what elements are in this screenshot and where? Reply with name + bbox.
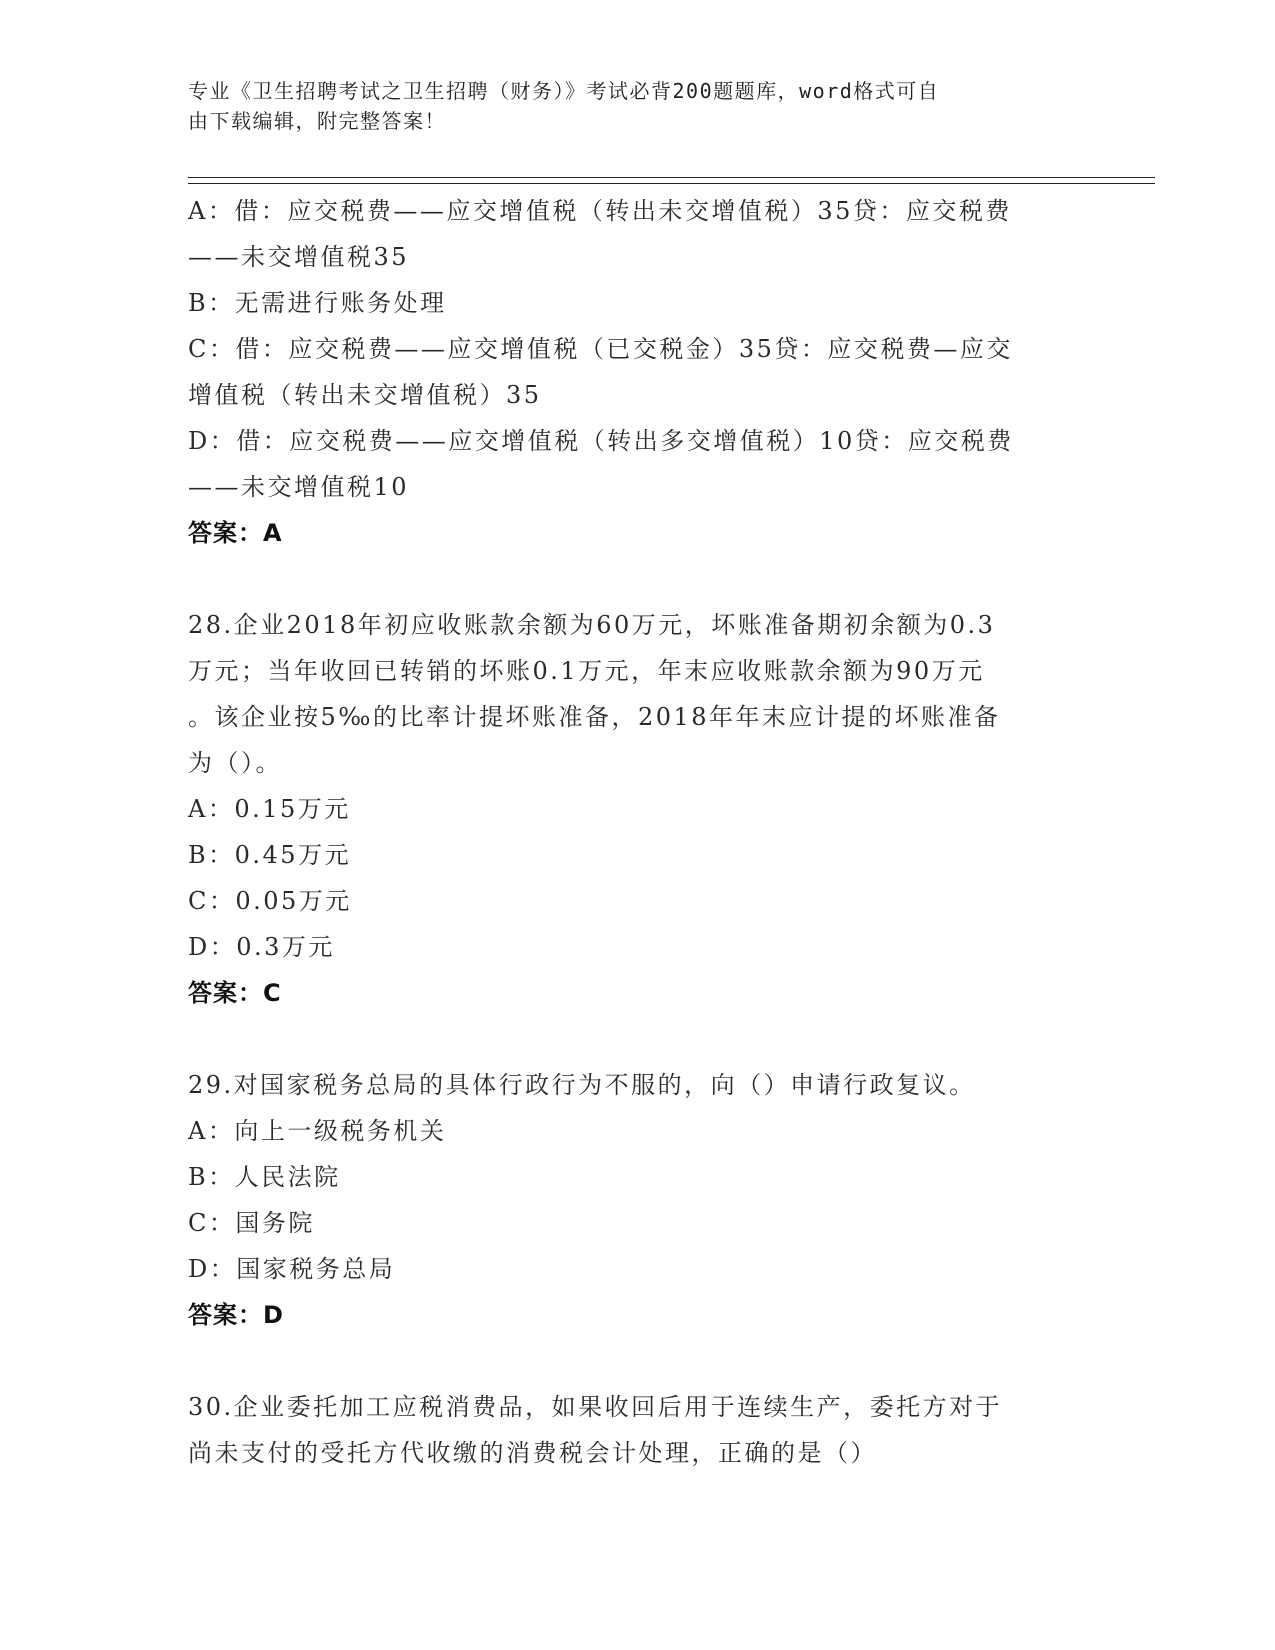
document-header — [188, 76, 1068, 136]
header-double-rule — [188, 177, 1155, 184]
option-a-line-1: A：借：应交税费——应交增值税（转出未交增值税）35贷：应交税费 — [188, 197, 1012, 225]
question-28 — [188, 602, 1088, 1016]
question-28-stem-line-4: 为（）。 — [188, 749, 282, 777]
question-28-answer — [188, 970, 1088, 1016]
option-d-line-2: ——未交增值税10 — [188, 473, 410, 501]
option-b: B：人民法院 — [188, 1163, 341, 1191]
question-28-stem-line-1: 28.企业2018年初应收账款余额为60万元，坏账准备期初余额为0.3 — [188, 611, 996, 639]
option-b: B：无需进行账务处理 — [188, 289, 447, 317]
option-b: B：0.45万元 — [188, 841, 352, 869]
answer-label: 答案： — [188, 519, 263, 547]
option-c-line-1: C：借：应交税费——应交增值税（已交税金）35贷：应交税费—应交 — [188, 335, 1013, 363]
header-line-2: 由下载编辑，附完整答案！ — [188, 109, 446, 133]
option-c: C：国务院 — [188, 1209, 315, 1237]
option-c-line-2: 增值税（转出未交增值税）35 — [188, 381, 542, 409]
question-27-answer — [188, 510, 1088, 556]
question-29 — [188, 1062, 1088, 1338]
question-27-options — [188, 188, 1088, 556]
answer-label: 答案： — [188, 1301, 263, 1329]
option-d: D：0.3万元 — [188, 933, 335, 961]
question-30 — [188, 1384, 1088, 1476]
question-29-stem: 29.对国家税务总局的具体行政行为不服的，向（）申请行政复议。 — [188, 1071, 976, 1099]
question-30-stem-line-2: 尚未支付的受托方代收缴的消费税会计处理，正确的是（） — [188, 1439, 877, 1467]
answer-value: A — [263, 519, 283, 547]
option-a: A：向上一级税务机关 — [188, 1117, 447, 1145]
document-body — [188, 188, 1088, 1476]
spacer — [188, 1338, 1088, 1384]
spacer — [188, 556, 1088, 602]
answer-value: D — [263, 1301, 284, 1329]
question-29-answer — [188, 1292, 1088, 1338]
option-a-line-2: ——未交增值税35 — [188, 243, 410, 271]
option-d-line-1: D：借：应交税费——应交增值税（转出多交增值税）10贷：应交税费 — [188, 427, 1014, 455]
answer-value: C — [263, 979, 282, 1007]
question-28-stem-line-3: 。该企业按5‰的比率计提坏账准备，2018年年末应计提的坏账准备 — [188, 703, 1001, 731]
option-a: A：0.15万元 — [188, 795, 351, 823]
answer-label: 答案： — [188, 979, 263, 1007]
question-30-stem-line-1: 30.企业委托加工应税消费品，如果收回后用于连续生产，委托方对于 — [188, 1393, 1003, 1421]
spacer — [188, 1016, 1088, 1062]
question-28-stem-line-2: 万元；当年收回已转销的坏账0.1万元，年末应收账款余额为90万元 — [188, 657, 985, 685]
header-line-1: 专业《卫生招聘考试之卫生招聘（财务）》考试必背200题题库，word格式可自 — [188, 79, 940, 103]
option-c: C：0.05万元 — [188, 887, 352, 915]
option-d: D：国家税务总局 — [188, 1255, 396, 1283]
